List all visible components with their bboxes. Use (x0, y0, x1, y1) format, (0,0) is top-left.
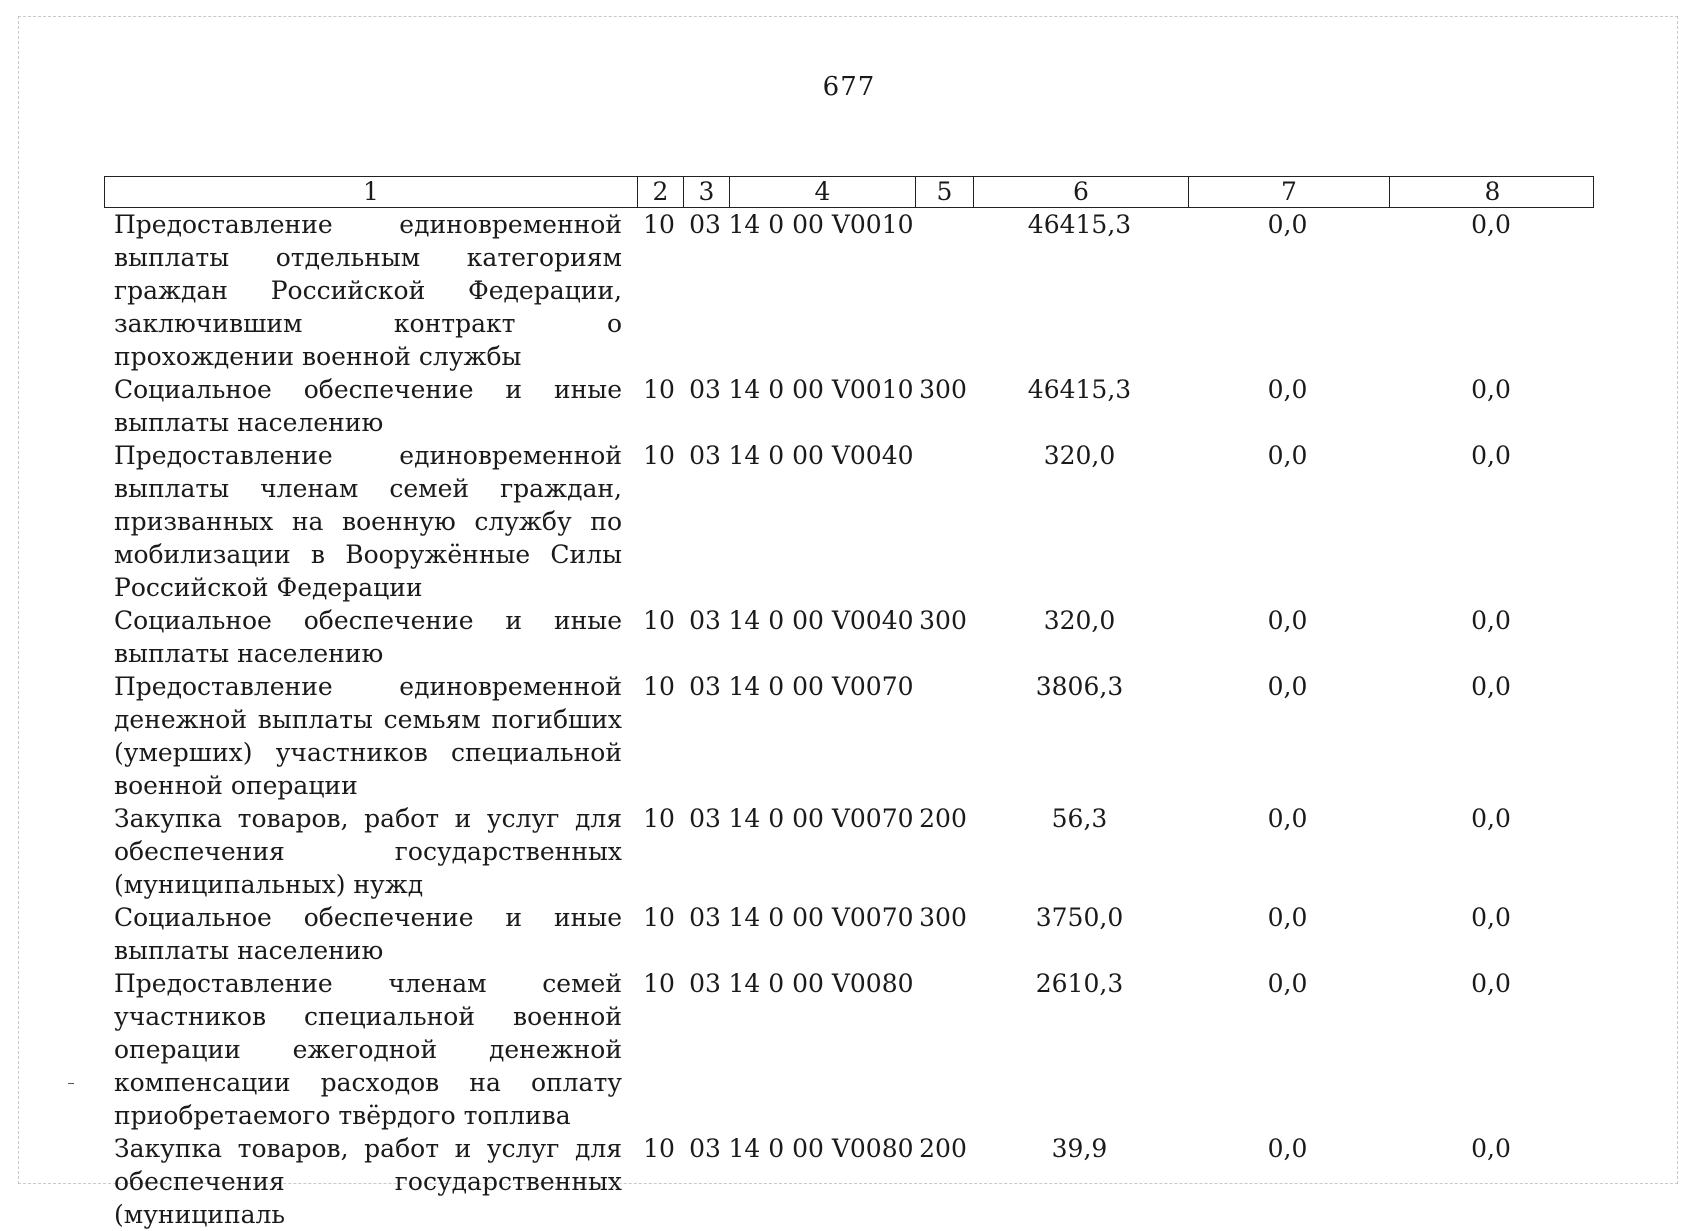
row-amount-col6: 3806,3 (1035, 672, 1124, 701)
row-subsection: 03 (689, 804, 721, 833)
row-subsection: 03 (689, 441, 721, 470)
row-amount-col7: 0,0 (1267, 375, 1308, 404)
row-target-article: 14 0 00 V0040 (728, 441, 914, 470)
row-name: Закупка товаров, работ и услуг для обеспечения государственных (муниципальных) нужд (114, 804, 622, 899)
row-section: 10 (643, 969, 675, 998)
header-col-1: 1 (363, 177, 379, 206)
row-subsection: 03 (689, 1134, 721, 1163)
row-expense-type: 200 (919, 1134, 967, 1163)
table-row (104, 373, 1594, 439)
row-target-article: 14 0 00 V0010 (728, 210, 914, 239)
row-name: Предоставление членам семей участников специальной военной операции ежегодной денежной компенсации расходов на оплату приобретаемого твёрдого топлива (114, 969, 622, 1130)
row-amount-col6: 56,3 (1051, 804, 1108, 833)
table-row (104, 208, 1594, 373)
row-amount-col7: 0,0 (1267, 804, 1308, 833)
row-amount-col8: 0,0 (1471, 804, 1511, 833)
row-target-article: 14 0 00 V0010 (728, 375, 914, 404)
row-expense-type (914, 208, 972, 373)
row-section: 10 (643, 210, 675, 239)
row-name: Предоставление единовременной денежной выплаты семьям погибших (умерших) участников специальной военной операции (114, 672, 622, 800)
table-row (104, 670, 1594, 802)
row-name: Социальное обеспечение и иные выплаты населению (114, 606, 622, 668)
row-section: 10 (643, 606, 675, 635)
row-subsection: 03 (689, 969, 721, 998)
header-col-8: 8 (1389, 177, 1595, 207)
row-amount-col8: 0,0 (1471, 1134, 1511, 1163)
row-amount-col7: 0,0 (1267, 1134, 1308, 1163)
table-row (104, 439, 1594, 604)
row-amount-col7: 0,0 (1267, 606, 1308, 635)
header-col-6: 6 (973, 177, 1188, 207)
row-expense-type: 300 (919, 903, 967, 932)
row-subsection: 03 (689, 210, 721, 239)
row-section: 10 (643, 441, 675, 470)
row-amount-col8: 0,0 (1471, 210, 1511, 239)
row-amount-col7: 0,0 (1267, 441, 1308, 470)
margin-dash-mark (68, 1083, 74, 1084)
row-amount-col6: 320,0 (1043, 441, 1116, 470)
row-expense-type (914, 967, 972, 1132)
row-amount-col7: 0,0 (1267, 210, 1308, 239)
row-name: Предоставление единовременной выплаты членам семей граждан, призванных на военную службу по мобилизации в Вооружённые Силы Российской Федерации (114, 441, 622, 602)
row-subsection: 03 (689, 672, 721, 701)
row-expense-type: 300 (919, 375, 967, 404)
row-section: 10 (643, 375, 675, 404)
row-section: 10 (643, 1134, 675, 1163)
row-target-article: 14 0 00 V0070 (728, 672, 914, 701)
row-amount-col6: 320,0 (1043, 606, 1116, 635)
row-section: 10 (643, 804, 675, 833)
row-name: Закупка товаров, работ и услуг для обеспечения государственных (муниципаль (114, 1134, 622, 1229)
row-amount-col8: 0,0 (1471, 969, 1511, 998)
table-row (104, 901, 1594, 967)
row-subsection: 03 (689, 903, 721, 932)
row-expense-type: 200 (919, 804, 967, 833)
row-target-article: 14 0 00 V0080 (728, 1134, 914, 1163)
row-amount-col6: 46415,3 (1027, 375, 1132, 404)
row-amount-col7: 0,0 (1267, 672, 1308, 701)
row-expense-type (914, 439, 972, 604)
row-amount-col8: 0,0 (1471, 606, 1511, 635)
row-target-article: 14 0 00 V0080 (728, 969, 914, 998)
row-amount-col6: 3750,0 (1035, 903, 1124, 932)
row-amount-col8: 0,0 (1471, 672, 1511, 701)
row-section: 10 (643, 672, 675, 701)
row-amount-col8: 0,0 (1471, 375, 1511, 404)
row-amount-col6: 39,9 (1051, 1134, 1108, 1163)
row-amount-col8: 0,0 (1471, 441, 1511, 470)
row-target-article: 14 0 00 V0040 (728, 606, 914, 635)
header-col-2: 2 (637, 177, 683, 207)
table-header-row (104, 176, 1594, 208)
budget-table (104, 176, 1594, 1231)
header-col-7: 7 (1188, 177, 1389, 207)
row-amount-col8: 0,0 (1471, 903, 1511, 932)
row-name: Социальное обеспечение и иные выплаты населению (114, 903, 622, 965)
row-expense-type (914, 670, 972, 802)
row-amount-col7: 0,0 (1267, 903, 1308, 932)
table-row (104, 967, 1594, 1132)
row-target-article: 14 0 00 V0070 (728, 903, 914, 932)
row-target-article: 14 0 00 V0070 (728, 804, 914, 833)
row-subsection: 03 (689, 375, 721, 404)
row-amount-col7: 0,0 (1267, 969, 1308, 998)
row-name: Социальное обеспечение и иные выплаты населению (114, 375, 622, 437)
row-amount-col6: 46415,3 (1027, 210, 1132, 239)
table-row (104, 1132, 1594, 1231)
header-col-3: 3 (683, 177, 729, 207)
page-number: 677 (822, 72, 876, 102)
row-section: 10 (643, 903, 675, 932)
row-subsection: 03 (689, 606, 721, 635)
table-row (104, 802, 1594, 901)
row-amount-col6: 2610,3 (1035, 969, 1124, 998)
row-expense-type: 300 (919, 606, 967, 635)
header-col-4: 4 (729, 177, 915, 207)
header-col-5: 5 (915, 177, 973, 207)
table-body (104, 208, 1594, 1231)
table-row (104, 604, 1594, 670)
row-name: Предоставление единовременной выплаты отдельным категориям граждан Российской Федерации, заключившим контракт о прохождении военной службы (114, 210, 622, 371)
